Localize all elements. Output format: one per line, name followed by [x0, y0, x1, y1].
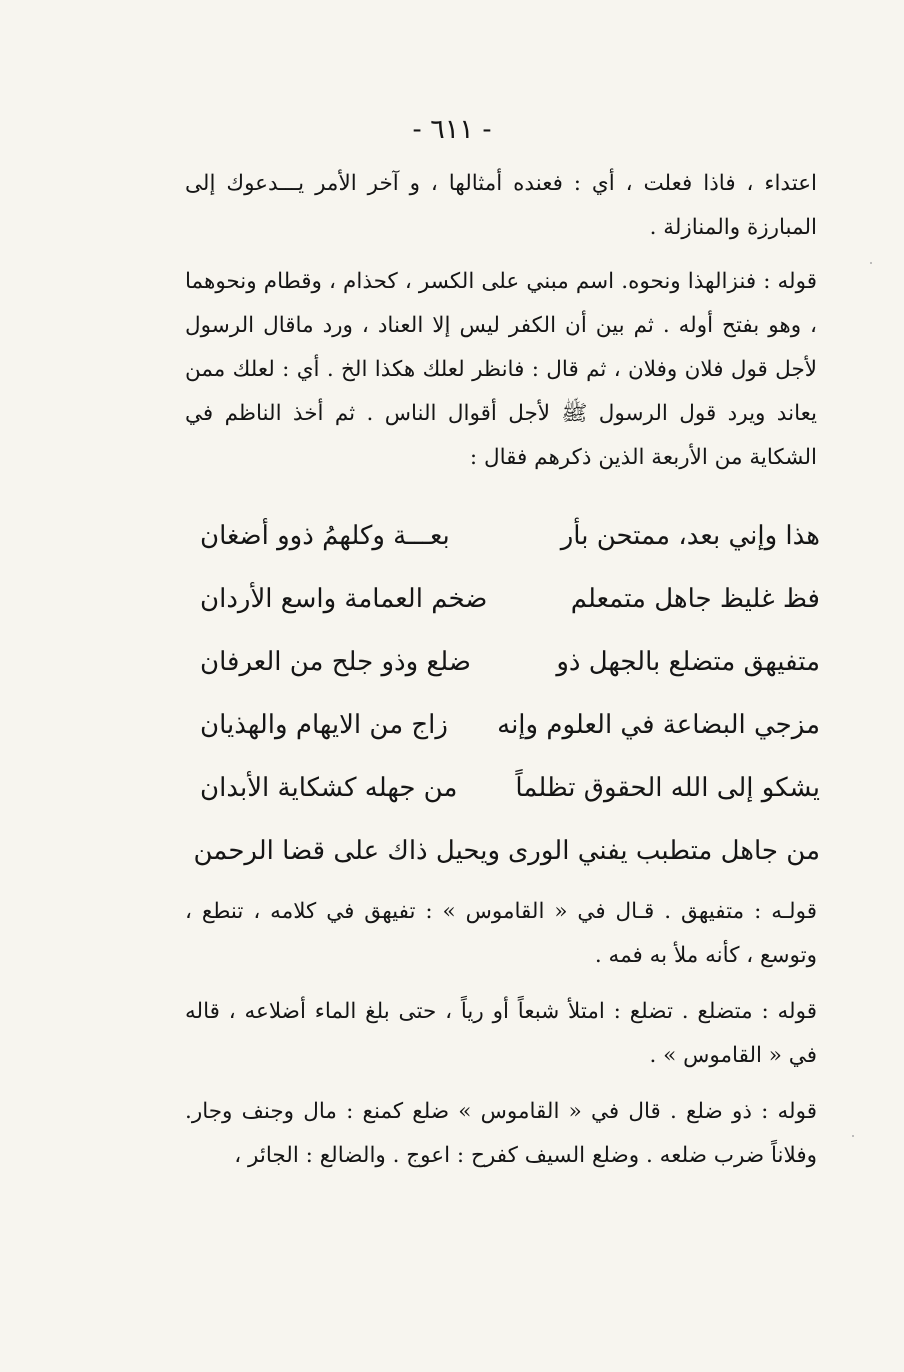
verse-line	[200, 505, 820, 568]
verse-line	[200, 631, 820, 694]
verse-line	[193, 820, 820, 890]
verse-line	[200, 568, 820, 631]
verse-line	[200, 694, 820, 757]
verse-first-hemistich: متفيهق متضلع بالجهل ذو	[556, 647, 820, 677]
paper-speck	[870, 262, 872, 264]
verse-second-hemistich: ضلع وذو جلح من العرفان	[200, 647, 471, 677]
verse-first-hemistich: فظ غليظ جاهل متمعلم	[570, 584, 820, 614]
verse-second-hemistich: من جهله كشكاية الأبدان	[200, 773, 458, 803]
paragraph-3: قولـه : متفيهق . قـال في « القاموس » : تفيهق في كلامه ، تنطع ، وتوسع ، كأنه ملأ به فمه .	[185, 899, 817, 968]
paragraph-5: قوله : ذو ضلع . قال في « القاموس » ضلع كمنع : مال وجنف وجار. وفلاناً ضرب ضلعه . وضلع السيف كفرح : اعوج . والضالع : الجائر ،	[185, 1099, 817, 1168]
verse-second-hemistich: ويحيل ذاك على قضا الرحمن	[193, 836, 500, 866]
verse-first-hemistich: هذا وإني بعد، ممتحن بأر	[560, 521, 820, 551]
verse-second-hemistich: زاج من الايهام والهذيان	[200, 710, 448, 740]
paper-speck	[852, 1135, 854, 1137]
paragraph-1: اعتداء ، فاذا فعلت ، أي : فعنده أمثالها ، و آخر الأمر يـــدعوك إلى المبارزة والمنازلة .	[185, 171, 817, 240]
verse-first-hemistich: من جاهل متطبب يفني الورى	[507, 836, 820, 866]
verse-second-hemistich: ضخم العمامة واسع الأردان	[200, 584, 488, 614]
verse-first-hemistich: مزجي البضاعة في العلوم وإنه	[497, 710, 820, 740]
verse-line	[200, 757, 820, 820]
poem-verses	[193, 505, 820, 890]
verse-second-hemistich: بعـــة وكلهمُ ذوو أضغان	[200, 521, 450, 551]
page-number: - ٦١١ -	[412, 114, 492, 145]
verse-first-hemistich: يشكو إلى الله الحقوق تظلماً	[515, 773, 820, 803]
paragraph-4: قوله : متضلع . تضلع : امتلأ شبعاً أو رياً ، حتى بلغ الماء أضلاعه ، قاله في « القاموس » .	[185, 999, 817, 1068]
paragraph-2: قوله : فنزالهذا ونحوه. اسم مبني على الكسر ، كحذام ، وقطام ونحوهما ، وهو بفتح أوله . ثم بين أن الكفر ليس إلا العناد ، ورد ماقال الرسول لأجل قول فلان وفلان ، ثم قال : فانظر لعلك هكذا الخ . أي : لعلك ممن يعاند ويرد قول الرسول ﷺ لأجل أقوال الناس . ثم أخذ الناظم في الشكاية من الأربعة الذين ذكرهم فقال :	[185, 269, 817, 470]
